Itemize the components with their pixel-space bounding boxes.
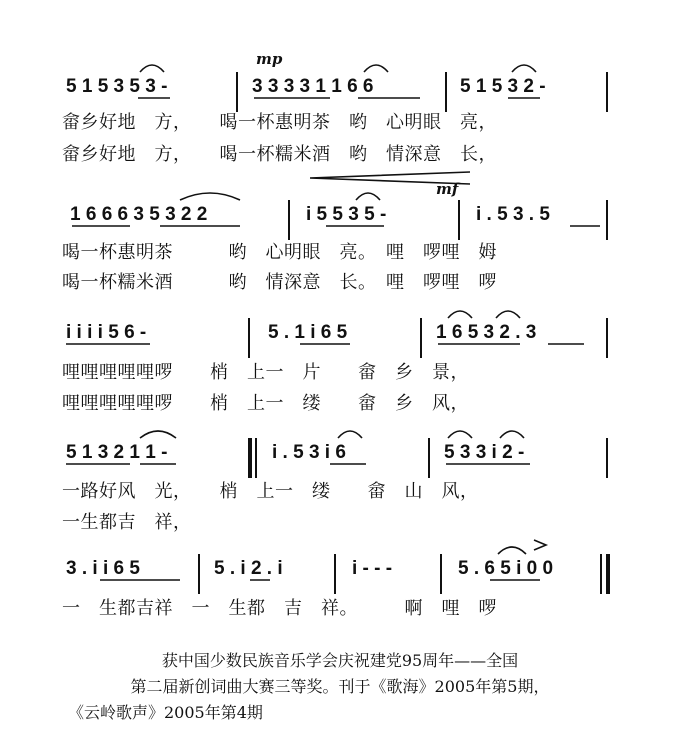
measure-notes: i i i i 5 6 - <box>66 322 147 343</box>
barline <box>606 438 608 478</box>
notation-row <box>0 438 677 472</box>
caption-line-2: 第二届新创词曲大赛三等奖。刊于《歌海》2005年第5期， <box>130 677 550 696</box>
barline <box>198 554 200 594</box>
barline <box>606 200 608 240</box>
dynamic-mf: mf <box>436 180 459 198</box>
lyric-line: 哩哩哩哩哩啰 梢 上一 片 畲 乡 景， <box>62 362 469 383</box>
slur-mark <box>356 193 380 200</box>
measure-notes: 5 1 5 3 2 - <box>460 76 546 97</box>
barline <box>445 72 447 112</box>
lyric-line: 一 生都吉祥 一 生都 吉 祥。 啊 哩 啰 <box>62 598 497 619</box>
barline <box>288 200 290 240</box>
slur-mark <box>496 311 520 318</box>
barline <box>458 200 460 240</box>
slur-mark <box>498 547 526 554</box>
barline <box>428 438 430 478</box>
lyric-line: 一生都吉 祥， <box>62 512 192 533</box>
dynamic-mp: mp <box>256 50 283 68</box>
slur-mark <box>364 65 388 72</box>
slur-mark <box>338 431 362 438</box>
notation-row <box>0 200 677 234</box>
repeat-barline <box>248 438 252 478</box>
slur-mark <box>140 431 176 438</box>
measure-notes: 1 6 6 6 3 5 3 2 2 <box>70 204 208 225</box>
slur-mark <box>180 193 240 200</box>
notation-row <box>0 318 677 352</box>
notation-row <box>0 554 677 588</box>
measure-notes: 5 1 5 3 5 3 - <box>66 76 168 97</box>
measure-notes: i - - - <box>352 558 393 579</box>
measure-notes: 1 6 5 3 2 . 3 <box>436 322 537 343</box>
barline <box>248 318 250 358</box>
measure-notes: 3 . i i 6 5 <box>66 558 140 579</box>
slur-mark <box>448 431 472 438</box>
lyric-line: 一路好风 光， 梢 上一 缕 畲 山 风， <box>62 481 479 502</box>
notation-row <box>0 72 677 106</box>
measure-notes: i 5 5 3 5 - <box>306 204 387 225</box>
barline <box>236 72 238 112</box>
slur-mark <box>512 65 536 72</box>
lyric-line: 畲乡好地 方， 喝一杯惠明茶 哟 心明眼 亮， <box>62 112 497 133</box>
measure-notes: 5 3 3 i 2 - <box>444 442 525 463</box>
barline <box>440 554 442 594</box>
lyric-line: 喝一杯惠明茶 哟 心明眼 亮。 哩 啰哩 姆 <box>62 242 497 263</box>
measure-notes: 5 1 3 2 1 1 - <box>66 442 168 463</box>
lyric-line: 畲乡好地 方， 喝一杯糯米酒 哟 情深意 长， <box>62 144 497 165</box>
measure-notes: 5 . i 2 . i <box>214 558 283 579</box>
measure-notes: 3 3 3 3 1 1 6 6 <box>252 76 374 97</box>
measure-notes: 5 . 6 5 i 0 0 <box>458 558 554 579</box>
measure-notes: 5 . 1 i 6 5 <box>268 322 348 343</box>
lyric-line: 哩哩哩哩哩啰 梢 上一 缕 畲 乡 风， <box>62 393 469 414</box>
slur-mark <box>500 431 524 438</box>
barline <box>606 72 608 112</box>
accent-mark <box>534 540 546 550</box>
caption-line-1: 获中国少数民族音乐学会庆祝建党95周年——全国 <box>161 651 519 670</box>
barline <box>334 554 336 594</box>
caption-line-3: 《云岭歌声》2005年第4期 <box>68 703 263 722</box>
slur-mark <box>448 311 472 318</box>
slur-mark <box>140 65 164 72</box>
barline <box>420 318 422 358</box>
final-barline <box>600 554 602 594</box>
measure-notes: i . 5 3 i 6 <box>272 442 346 463</box>
measure-notes: i . 5 3 . 5 <box>476 204 550 225</box>
barline <box>255 438 257 478</box>
final-barline-thick <box>606 554 610 594</box>
barline <box>606 318 608 358</box>
lyric-line: 喝一杯糯米酒 哟 情深意 长。 哩 啰哩 啰 <box>62 272 497 293</box>
